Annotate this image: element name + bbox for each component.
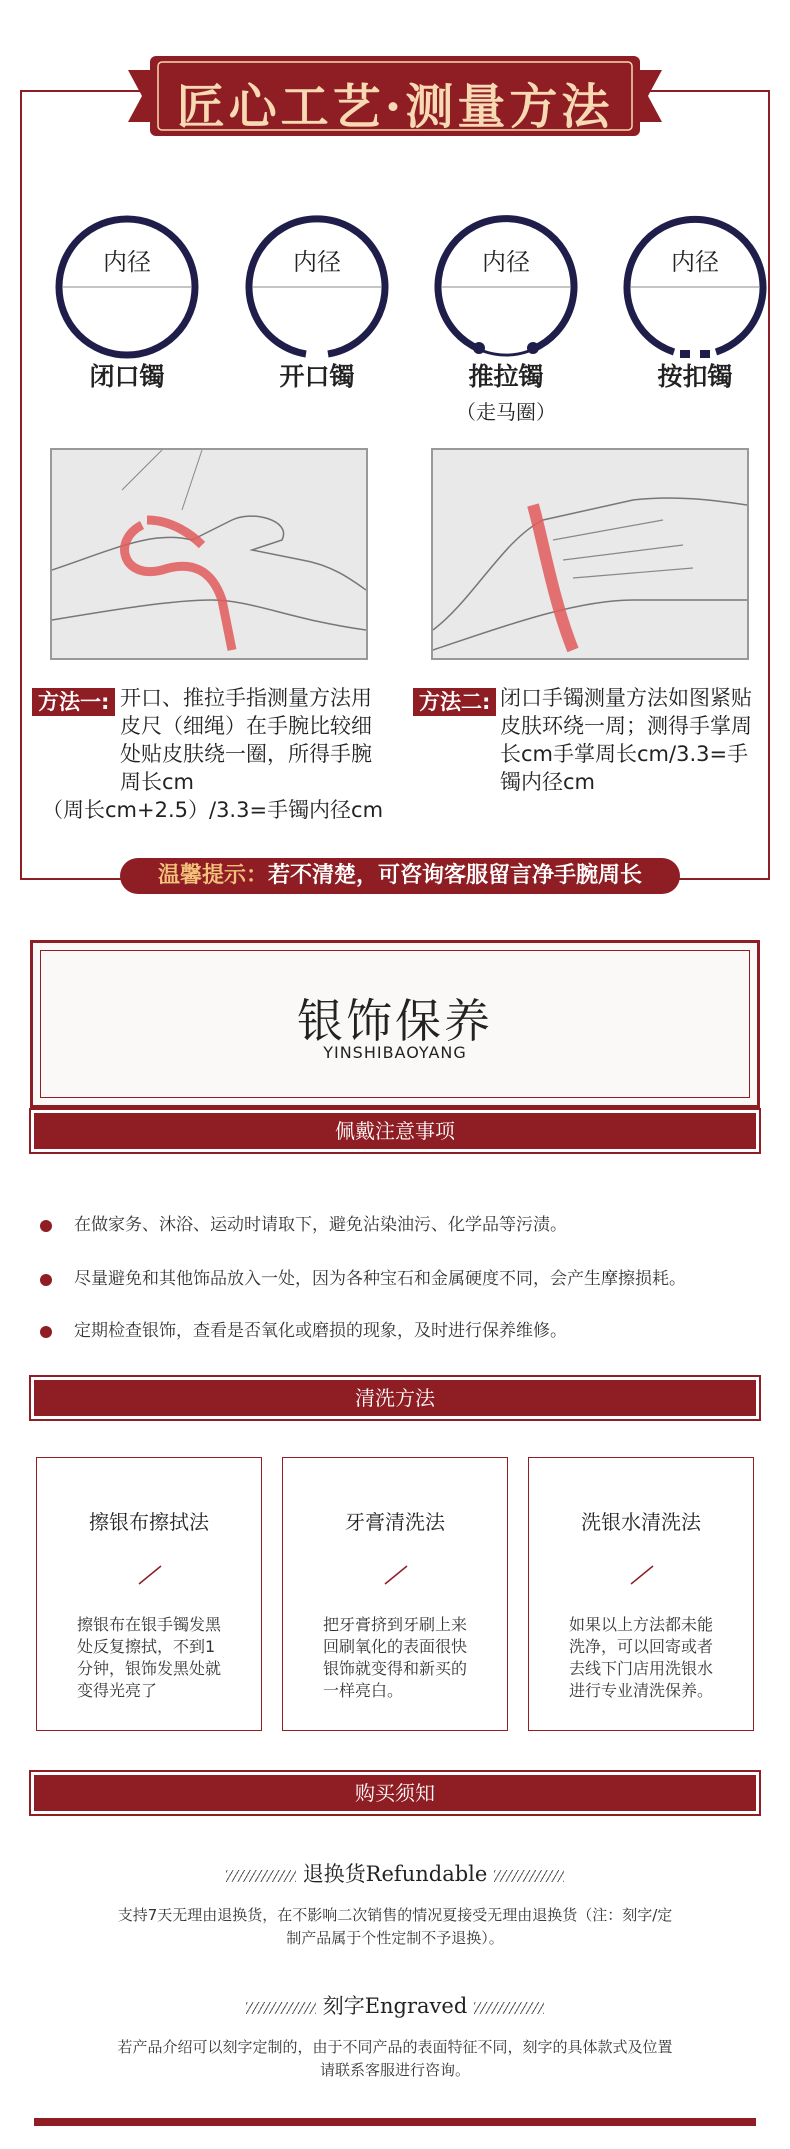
hatch-decoration bbox=[494, 1870, 564, 1882]
slash-icon bbox=[137, 1564, 163, 1586]
card-text: 擦银布在银手镯发黑处反复擦拭，不到1分钟，银饰发黑处就变得光亮了 bbox=[77, 1615, 222, 1700]
method2-illustration bbox=[431, 448, 749, 660]
hatch-decoration bbox=[246, 2002, 316, 2014]
bangle-name: 按扣镯 bbox=[657, 362, 733, 391]
method1-text: 开口、推拉手指测量方法用 皮尺（细绳）在手腕比较细 处贴皮肤绕一圈，所得手腕 周长cm bbox=[120, 686, 372, 794]
slash-icon bbox=[383, 1564, 409, 1586]
card-title: 擦银布擦拭法 bbox=[89, 1510, 209, 1534]
bangle-name: 开口镯 bbox=[279, 362, 355, 391]
clean-card bbox=[36, 1457, 262, 1731]
bullet-icon bbox=[40, 1220, 52, 1232]
method1-formula: （周长cm+2.5）/3.3=手镯内径cm bbox=[42, 798, 384, 822]
card-title: 洗银水清洗法 bbox=[581, 1510, 701, 1534]
bangle-closed bbox=[54, 214, 200, 360]
bullet-icon bbox=[40, 1274, 52, 1286]
refund-heading bbox=[0, 1858, 790, 1888]
bangle-subname: （走马圈） bbox=[456, 400, 556, 424]
slash-icon bbox=[629, 1564, 655, 1586]
bullet-icon bbox=[40, 1326, 52, 1338]
care-title: 银饰保养 bbox=[297, 994, 493, 1048]
card-title: 牙膏清洗法 bbox=[345, 1510, 445, 1534]
wear-item: 定期检查银饰，查看是否氧化或磨损的现象，及时进行保养维修。 bbox=[40, 1316, 567, 1341]
tip-text: 若不清楚，可咨询客服留言净手腕周长 bbox=[268, 863, 643, 888]
wear-item: 在做家务、沐浴、运动时请取下，避免沾染油污、化学品等污渍。 bbox=[40, 1210, 567, 1235]
snap-ring-icon bbox=[622, 214, 768, 360]
wear-item: 尽量避免和其他饰品放入一处，因为各种宝石和金属硬度不同，会产生摩擦损耗。 bbox=[40, 1264, 686, 1289]
card-text: 如果以上方法都未能洗净，可以回寄或者去线下门店用洗银水进行专业清洗保养。 bbox=[569, 1615, 714, 1700]
banner-title: 匠心工艺·测量方法 bbox=[176, 79, 614, 135]
inner-diameter-label: 内径 bbox=[482, 248, 530, 276]
card-text: 把牙膏挤到牙刷上来回刷氧化的表面很快银饰就变得和新买的一样亮白。 bbox=[323, 1615, 468, 1700]
inner-diameter-label: 内径 bbox=[671, 248, 719, 276]
tip-bar bbox=[120, 858, 680, 894]
wear-header: 佩戴注意事项 bbox=[34, 1113, 756, 1149]
hatch-decoration bbox=[226, 1870, 296, 1882]
bangle-open bbox=[244, 214, 390, 360]
palm-tape-illustration bbox=[433, 450, 747, 658]
push-pull-ring-icon bbox=[433, 214, 579, 360]
clean-header: 清洗方法 bbox=[34, 1380, 756, 1416]
method1-tag: 方法一: bbox=[32, 686, 115, 716]
engrave-text: 若产品介绍可以刻字定制的，由于不同产品的表面特征不同，刻字的具体款式及位置 请联系客服进行咨询。 bbox=[117, 2038, 673, 2079]
care-subtitle: YINSHIBAOYANG bbox=[323, 1043, 467, 1062]
inner-diameter-label: 内径 bbox=[293, 248, 341, 276]
clean-card bbox=[282, 1457, 508, 1731]
method1-illustration bbox=[50, 448, 368, 660]
inner-diameter-label: 内径 bbox=[103, 248, 151, 276]
open-ring-icon bbox=[244, 214, 390, 360]
bangle-push-pull bbox=[433, 214, 579, 360]
clean-card bbox=[528, 1457, 754, 1731]
hatch-decoration bbox=[474, 2002, 544, 2014]
engrave-title: 刻字Engraved bbox=[322, 1994, 468, 2018]
tip-label: 温馨提示： bbox=[157, 863, 268, 888]
refund-text: 支持7天无理由退换货，在不影响二次销售的情况夏接受无理由退换货（注：刻字/定 制产品属于个性定制不予退换）。 bbox=[117, 1906, 673, 1947]
footer-bar bbox=[34, 2118, 756, 2126]
buy-header: 购买须知 bbox=[34, 1775, 756, 1811]
method2-tag: 方法二: bbox=[413, 686, 496, 716]
engrave-heading bbox=[0, 1990, 790, 2020]
refund-title: 退换货Refundable bbox=[302, 1862, 488, 1886]
bangle-name: 闭口镯 bbox=[89, 362, 165, 391]
bangle-name: 推拉镯 bbox=[468, 362, 544, 391]
method2-text: 闭口手镯测量方法如图紧贴 皮肤环绕一周；测得手掌周 长cm手掌周长cm/3.3=手 镯内径cm bbox=[500, 686, 752, 794]
bangle-snap bbox=[622, 214, 768, 360]
closed-ring-icon bbox=[54, 214, 200, 360]
wrist-tape-illustration bbox=[52, 450, 366, 658]
